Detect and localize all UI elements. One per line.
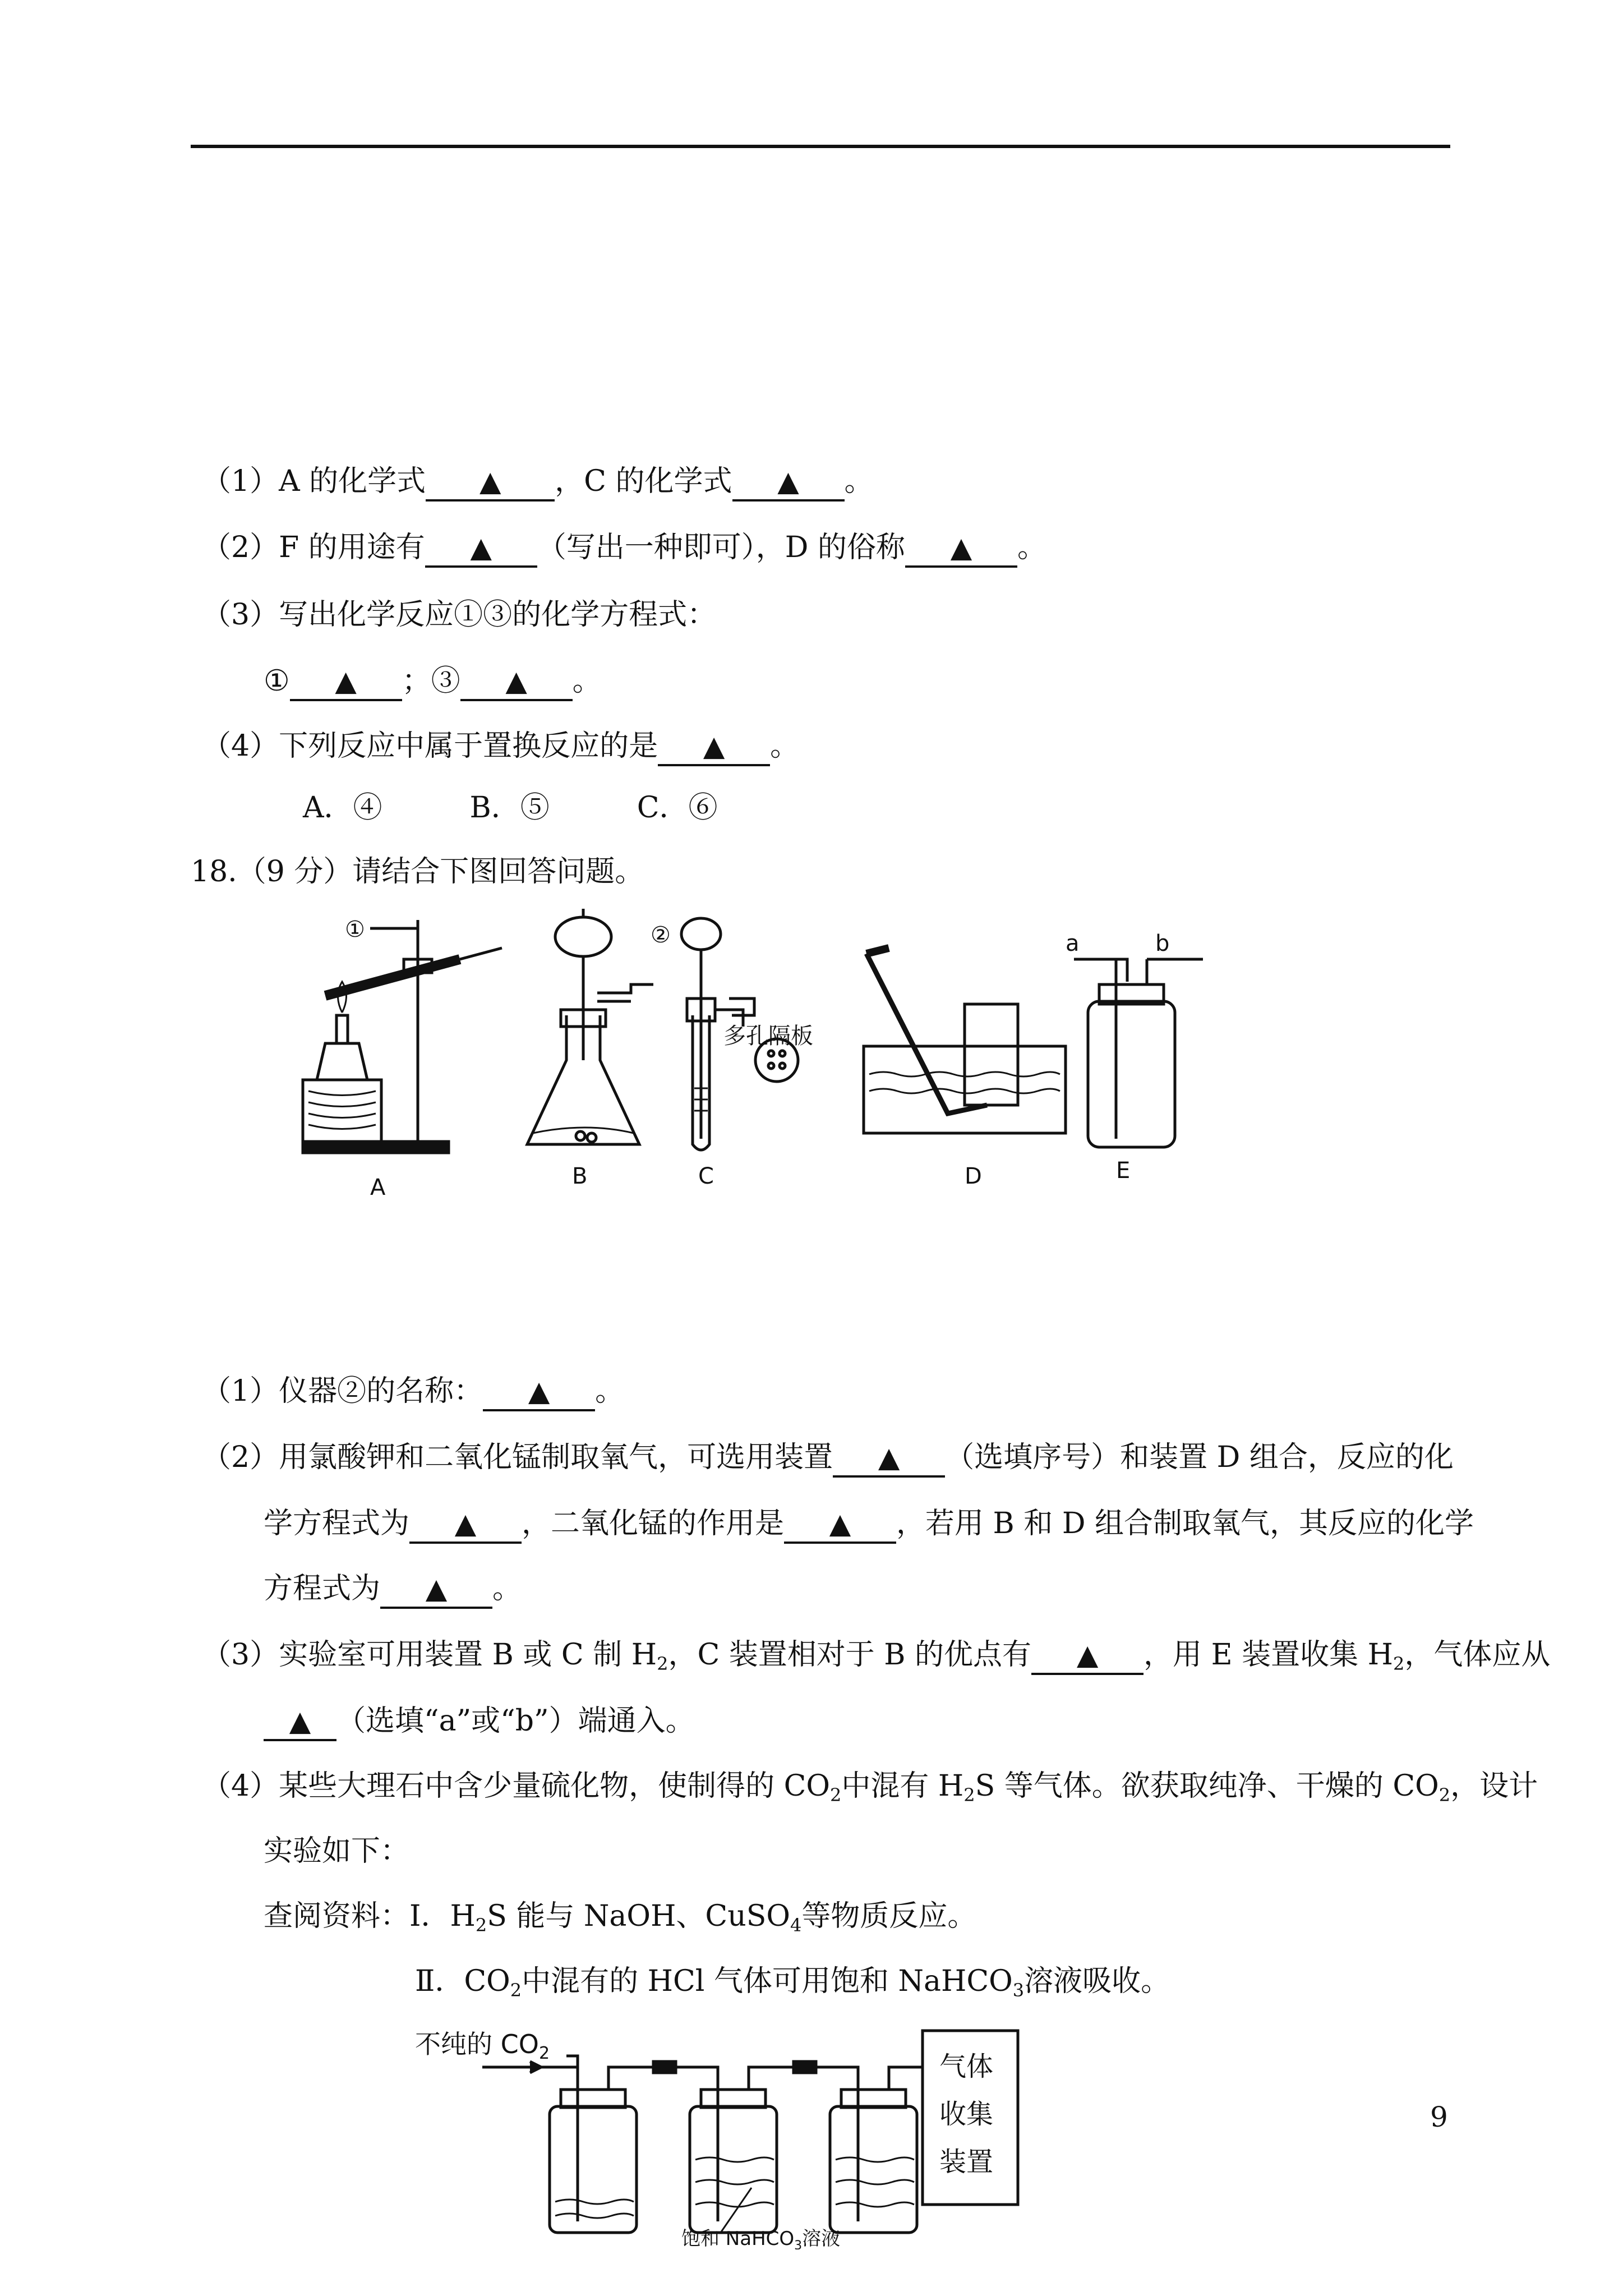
box-label-3: 装置 xyxy=(939,2146,994,2178)
apparatus-a xyxy=(303,920,502,1153)
q18-title: 18.（9 分）请结合下图回答问题。 xyxy=(191,855,644,889)
answer-blank[interactable]: ▲ xyxy=(380,1571,492,1609)
wash-bottle-1 xyxy=(550,2090,637,2233)
mark-a: a xyxy=(1066,931,1080,956)
answer-blank[interactable]: ▲ xyxy=(409,1506,522,1544)
q17-part1: （1）A 的化学式 ▲ ，C 的化学式 ▲ 。 xyxy=(202,463,874,501)
fig-label-d: D xyxy=(965,1163,982,1189)
answer-blank[interactable]: ▲ xyxy=(784,1506,896,1544)
answer-blank[interactable]: ▲ xyxy=(732,463,845,501)
answer-blank[interactable]: ▲ xyxy=(905,530,1017,568)
q18-part3-line2: ▲ （选填“a”或“b”）端通入。 xyxy=(264,1703,695,1741)
answer-blank[interactable]: ▲ xyxy=(426,463,555,501)
answer-blank[interactable]: ▲ xyxy=(1031,1637,1144,1675)
q17-part3-equations: ① ▲ ；③ ▲ 。 xyxy=(264,663,602,701)
fig-label-e: E xyxy=(1116,1158,1131,1184)
q18-part2-line2: 学方程式为 ▲ ，二氧化锰的作用是 ▲ ，若用 B 和 D 组合制取氧气，其反应的化学 xyxy=(264,1506,1474,1544)
q17-part3: （3）写出化学反应①③的化学方程式： xyxy=(202,598,717,632)
answer-blank[interactable]: ▲ xyxy=(264,1703,336,1741)
answer-blank[interactable]: ▲ xyxy=(425,530,537,568)
mark-one: ① xyxy=(345,917,365,942)
box-label-2: 收集 xyxy=(939,2099,994,2130)
wash-bottle-3 xyxy=(830,2090,917,2233)
apparatus-b xyxy=(527,909,653,1144)
box-label-1: 气体 xyxy=(939,2051,994,2082)
fig-label-a: A xyxy=(370,1175,386,1200)
reference-2: Ⅱ．$CO_2$中混有的 HCl 气体可用饱和 NaHCO$_3$溶液吸收。 xyxy=(415,1964,1170,2001)
answer-blank[interactable]: ▲ xyxy=(483,1373,595,1411)
nahco3-solution-label: 饱和 NaHCO$_3$溶液 xyxy=(681,2228,841,2249)
porous-board-label: 多孔隔板 xyxy=(723,1023,813,1049)
page-number: 9 xyxy=(1430,2101,1448,2133)
mark-b: b xyxy=(1155,931,1170,956)
q17-part2: （2）F 的用途有 ▲ （写出一种即可），D 的俗称 ▲ 。 xyxy=(202,530,1046,568)
q18-part1: （1）仪器②的名称： ▲ 。 xyxy=(202,1373,624,1411)
apparatus-d xyxy=(864,948,1066,1133)
q17-options: A．④ B．⑤ C．⑥ xyxy=(303,791,718,825)
purification-figure xyxy=(415,2014,1054,2249)
q18-part2-line3: 方程式为 ▲ 。 xyxy=(264,1571,522,1609)
fig-label-b: B xyxy=(572,1163,588,1189)
answer-blank[interactable]: ▲ xyxy=(833,1439,945,1478)
q18-part4-line2: 实验如下： xyxy=(264,1834,410,1868)
q17-part4: （4）下列反应中属于置换反应的是 ▲ 。 xyxy=(202,728,799,766)
mark-two: ② xyxy=(651,922,671,948)
answer-blank[interactable]: ▲ xyxy=(658,728,770,766)
fig-label-c: C xyxy=(698,1163,714,1189)
q18-part2-line1: （2）用氯酸钾和二氧化锰制取氧气，可选用装置 ▲ （选填序号）和装置 D 组合，反应的化 xyxy=(202,1439,1454,1478)
wash-bottle-2 xyxy=(690,2090,777,2233)
reference-1: 查阅资料：Ⅰ．$H_2S$ 能与 NaOH、CuSO$_4$等物质反应。 xyxy=(264,1899,977,1936)
answer-blank[interactable]: ▲ xyxy=(460,663,573,701)
q18-part4-line1: （4）某些大理石中含少量硫化物，使制得的 $CO_2$中混有 $H_2S$ 等气体。欲获取纯净、干燥的 $CO_2$，设计 xyxy=(202,1769,1538,1806)
impure-co2-label: 不纯的 $CO_2$ xyxy=(415,2029,550,2063)
apparatus-figure xyxy=(292,903,1234,1206)
apparatus-e xyxy=(1074,959,1203,1147)
header-rule xyxy=(191,145,1450,148)
answer-blank[interactable]: ▲ xyxy=(290,663,402,701)
q18-part3-line1: （3）实验室可用装置 B 或 C 制 $H_2$，C 装置相对于 B 的优点有 ▲ ，用 E 装置收集 $H_2$，气体应从 xyxy=(202,1638,1551,1674)
